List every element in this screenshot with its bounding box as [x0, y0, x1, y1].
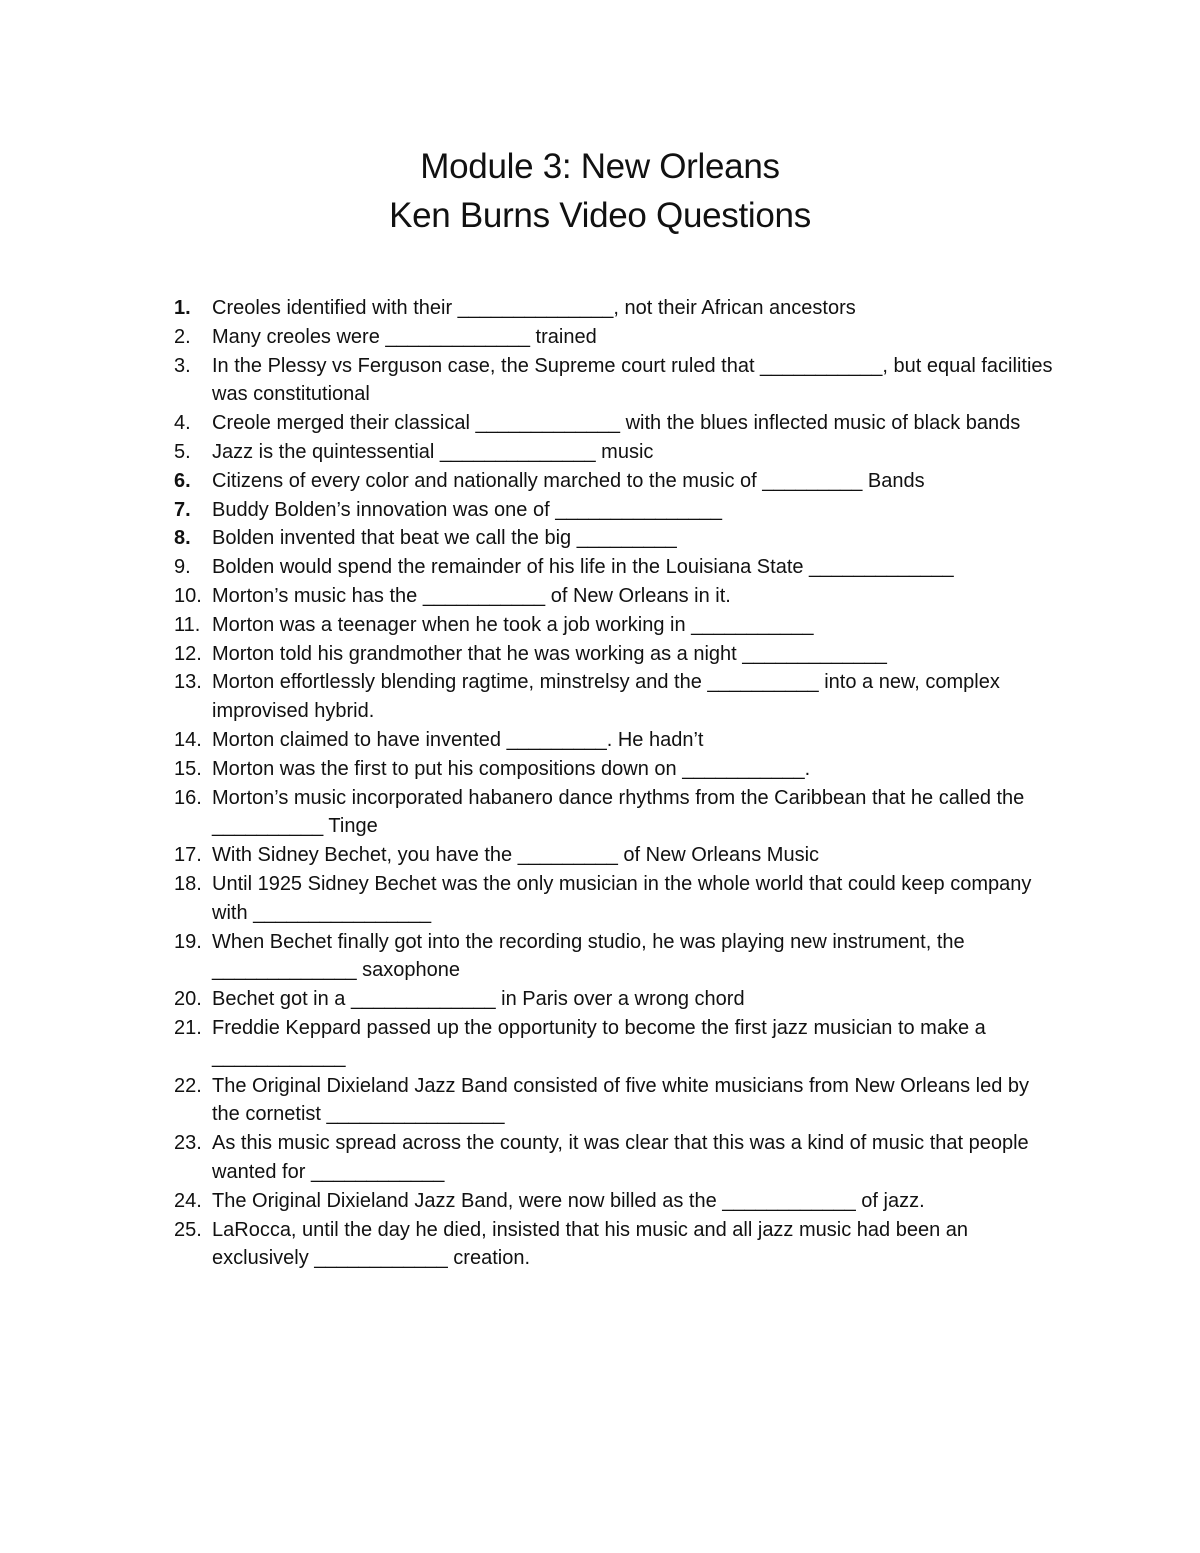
question-list	[0, 294, 1200, 1273]
question-item	[0, 294, 1200, 323]
question-item	[0, 1129, 1200, 1187]
question-text: LaRocca, until the day he died, insisted that his music and all jazz music had been an exclusively ____________ creation.	[212, 1218, 968, 1270]
question-item	[0, 524, 1200, 553]
question-item	[0, 928, 1200, 986]
question-number: 8.	[174, 527, 191, 550]
question-number: 18.	[174, 872, 202, 895]
question-number: 19.	[174, 930, 202, 953]
question-text: Creole merged their classical _____________ with the blues inflected music of black bands	[212, 412, 1021, 435]
question-item	[0, 668, 1200, 726]
question-number: 17.	[174, 844, 202, 867]
question-text: The Original Dixieland Jazz Band, were now billed as the ____________ of jazz.	[212, 1189, 925, 1212]
question-item	[0, 640, 1200, 669]
question-number: 3.	[174, 354, 191, 377]
question-number: 4.	[174, 412, 191, 435]
question-item	[0, 755, 1200, 784]
question-number: 21.	[174, 1016, 202, 1039]
question-item	[0, 352, 1200, 410]
question-item	[0, 496, 1200, 525]
question-item	[0, 841, 1200, 870]
question-item	[0, 409, 1200, 438]
question-item	[0, 323, 1200, 352]
question-text: Citizens of every color and nationally marched to the music of _________ Bands	[212, 469, 925, 492]
question-text: Many creoles were _____________ trained	[212, 325, 597, 348]
question-text: Creoles identified with their ______________, not their African ancestors	[212, 297, 856, 319]
question-number: 16.	[174, 786, 202, 809]
question-item	[0, 438, 1200, 467]
question-text: As this music spread across the county, it was clear that this was a kind of music that people wanted for ____________	[212, 1132, 1029, 1183]
question-number: 20.	[174, 988, 202, 1011]
question-item	[0, 870, 1200, 928]
question-text: Morton told his grandmother that he was working as a night _____________	[212, 642, 887, 665]
question-number: 1.	[174, 297, 191, 319]
question-number: 12.	[174, 642, 202, 665]
question-item	[0, 726, 1200, 755]
question-text: Jazz is the quintessential ______________ music	[212, 440, 654, 463]
question-text: Bolden invented that beat we call the big _________	[212, 527, 677, 550]
question-item	[0, 784, 1200, 842]
question-number: 5.	[174, 440, 191, 463]
question-item	[0, 611, 1200, 640]
document-title	[0, 142, 1200, 240]
question-number: 15.	[174, 757, 202, 780]
question-text: Bechet got in a _____________ in Paris over a wrong chord	[212, 988, 745, 1011]
question-number: 13.	[174, 671, 202, 694]
question-item	[0, 467, 1200, 496]
question-item	[0, 985, 1200, 1014]
question-item	[0, 1072, 1200, 1130]
question-text: Morton claimed to have invented _________. He hadn’t	[212, 728, 704, 751]
question-text: Buddy Bolden’s innovation was one of _______________	[212, 498, 723, 521]
question-item	[0, 582, 1200, 611]
question-text: With Sidney Bechet, you have the _________ of New Orleans Music	[212, 844, 820, 867]
question-number: 11.	[174, 613, 201, 636]
question-text: Freddie Keppard passed up the opportunity to become the first jazz musician to make a ____________	[212, 1016, 986, 1068]
question-number: 22.	[174, 1074, 202, 1097]
question-number: 9.	[174, 556, 191, 579]
question-text: Morton was the first to put his compositions down on ___________.	[212, 757, 811, 780]
question-number: 23.	[174, 1132, 202, 1155]
question-item	[0, 1014, 1200, 1072]
question-text: Bolden would spend the remainder of his life in the Louisiana State _____________	[212, 556, 954, 579]
question-text: The Original Dixieland Jazz Band consisted of five white musicians from New Orleans led by the cornetist ________________	[212, 1074, 1030, 1126]
title-line-subtitle: Ken Burns Video Questions	[389, 196, 811, 235]
question-text: When Bechet finally got into the recording studio, he was playing new instrument, the _____________ saxophone	[212, 930, 965, 982]
question-number: 7.	[174, 498, 191, 521]
question-text: Morton was a teenager when he took a job working in ___________	[212, 613, 814, 636]
question-item	[0, 553, 1200, 582]
question-number: 2.	[174, 325, 191, 348]
question-item	[0, 1216, 1200, 1274]
question-number: 6.	[174, 469, 191, 492]
question-text: Until 1925 Sidney Bechet was the only musician in the whole world that could keep company with ________________	[212, 872, 1032, 924]
question-text: Morton’s music incorporated habanero dance rhythms from the Caribbean that he called the __________ Tinge	[212, 786, 1025, 838]
question-number: 14.	[174, 728, 202, 751]
title-line-module: Module 3: New Orleans	[420, 147, 780, 186]
question-number: 25.	[174, 1218, 202, 1241]
question-text: In the Plessy vs Ferguson case, the Supreme court ruled that ___________, but equal facilities was constitutional	[212, 354, 1053, 406]
question-text: Morton effortlessly blending ragtime, minstrelsy and the __________ into a new, complex improvised hybrid.	[212, 671, 1000, 723]
question-text: Morton’s music has the ___________ of New Orleans in it.	[212, 584, 731, 607]
question-number: 10.	[174, 584, 202, 607]
question-number: 24.	[174, 1189, 202, 1212]
question-item	[0, 1187, 1200, 1216]
